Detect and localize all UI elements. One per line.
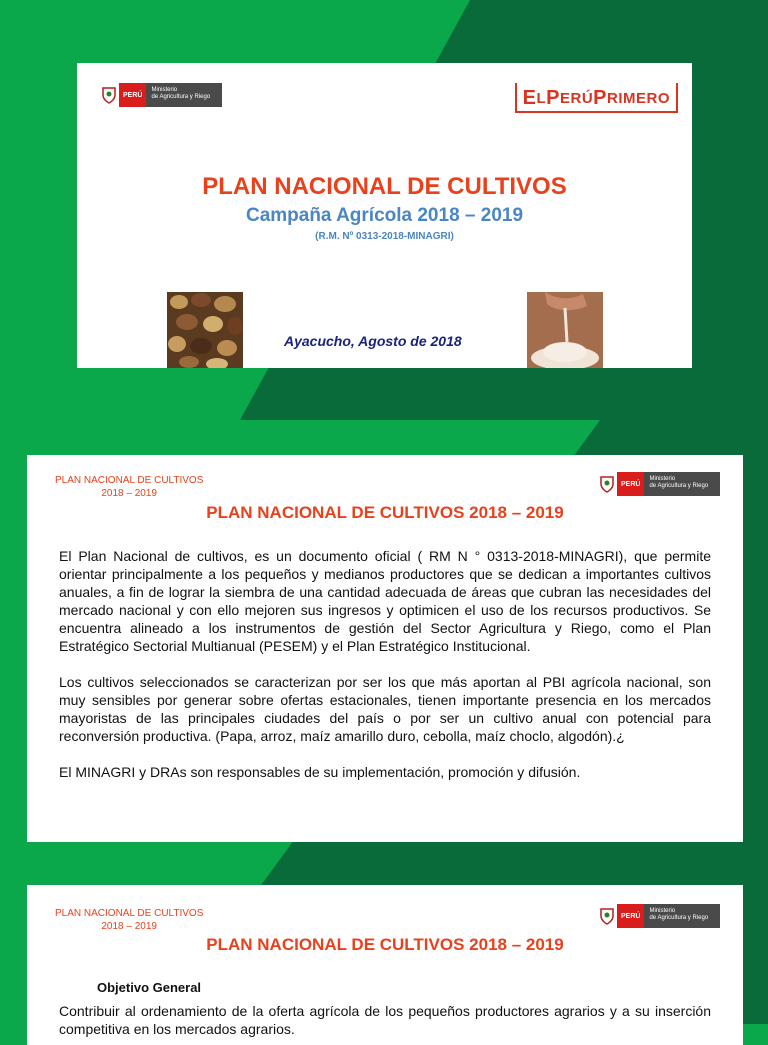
objective-text: Contribuir al ordenamiento de la oferta agrícola de los pequeños productores agrarios y a su inserción competitiva en los mercados agrarios. [59,1003,711,1037]
objective-slide [27,885,743,1045]
peru-label: PERÚ [617,904,644,928]
brand-logo: E L P ERÚ P RIMERO [515,83,678,113]
grain-photo [527,292,603,368]
ministry-label: Ministerio de Agricultura y Riego [146,83,222,107]
objective-heading: Objetivo General [97,980,202,995]
resolution-number: (R.M. Nº 0313-2018-MINAGRI) [315,231,454,242]
header-small: PLAN NACIONAL DE CULTIVOS 2018 – 2019 [55,908,204,932]
paragraph: Los cultivos seleccionados se caracterizan por ser los que más aportan al PBI agrícola nacional, son muy sensibles por generar sobre ofertas estacionales, tienen importante presencia en los mercados mayoristas de las principales ciudades del país o por ser un cultivo anual con potencial para reconversión productiva. (Papa, arroz, maíz amarillo duro, cebolla, maíz choclo, algodón).¿ [59,674,711,744]
slide-title: PLAN NACIONAL DE CULTIVOS 2018 – 2019 [206,503,564,522]
coat-of-arms-icon [99,83,119,107]
ministry-logo [99,83,222,107]
slide-title: PLAN NACIONAL DE CULTIVOS [202,173,567,200]
cover-slide [77,63,692,368]
peru-label: PERÚ [617,472,644,496]
body-text [59,547,711,799]
peru-label: PERÚ [119,83,146,107]
slide-title: PLAN NACIONAL DE CULTIVOS 2018 – 2019 [206,935,564,954]
paragraph: El MINAGRI y DRAs son responsables de su implementación, promoción y difusión. [59,764,581,780]
ministry-label: Ministerio de Agricultura y Riego [644,472,720,496]
header-small: PLAN NACIONAL DE CULTIVOS 2018 – 2019 [55,475,204,499]
description-slide [27,455,743,842]
ministry-logo [597,904,720,928]
ministry-logo [597,472,720,496]
coat-of-arms-icon [597,472,617,496]
coat-of-arms-icon [597,904,617,928]
campaign-subtitle: Campaña Agrícola 2018 – 2019 [245,205,524,226]
potatoes-photo [167,292,243,368]
place-date: Ayacucho, Agosto de 2018 [284,333,462,349]
ministry-label: Ministerio de Agricultura y Riego [644,904,720,928]
paragraph: El Plan Nacional de cultivos, es un documento oficial ( RM N ° 0313-2018-MINAGRI), que permite orientar principalmente a los pequeños y medianos productores que se dedican a importantes cultivos anuales, a fin de lograr la siembra de una cantidad adecuada de áreas que cubran las necesidades del mercado nacional y con ello mejoren sus ingresos y optimicen el uso de los recursos productivos. Se encuentra alineado a los instrumentos de gestión del Sector Agricultura y Riego, como el Plan Estratégico Sectorial Multianual (PESEM) y el Plan Estratégico Institucional. [59,548,711,654]
